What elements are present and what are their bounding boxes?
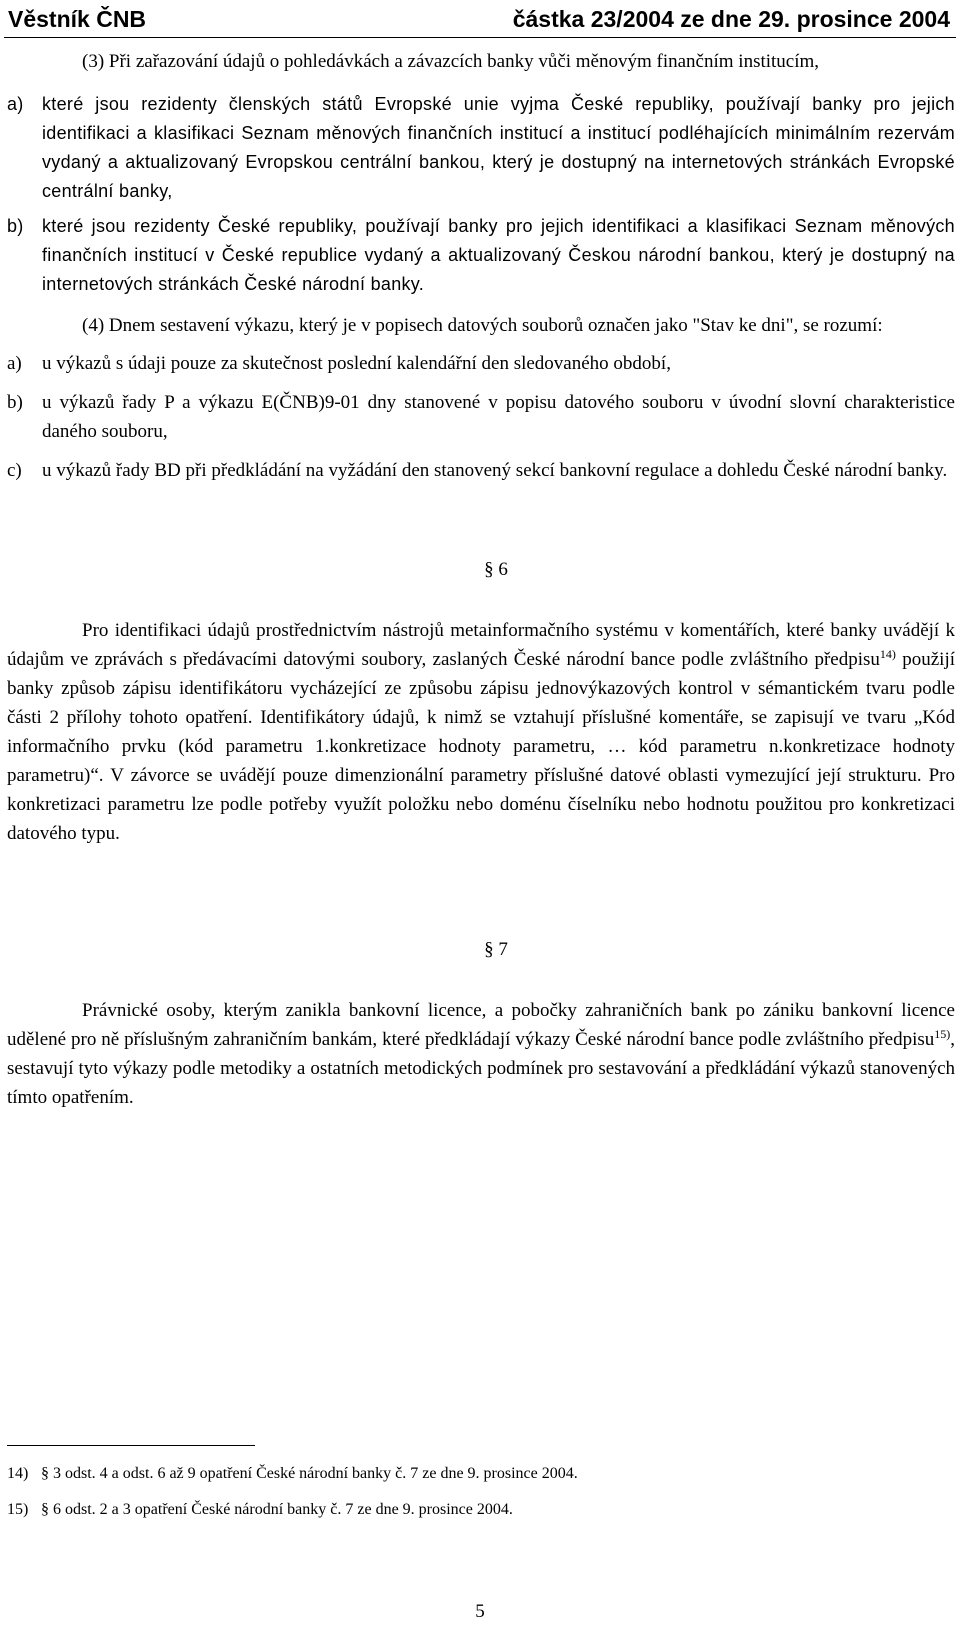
item-text: u výkazů řady P a výkazu E(ČNB)9-01 dny stanovené v popisu datového souboru v úvodní slovní charakteristice daného souboru, xyxy=(42,392,955,442)
header-divider xyxy=(4,37,956,38)
header-journal-title: Věstník ČNB xyxy=(8,5,147,32)
paragraph-4-item-b xyxy=(7,388,955,446)
header-issue-info: částka 23/2004 ze dne 29. prosince 2004 xyxy=(512,5,950,32)
footnotes xyxy=(7,1463,578,1535)
page-number: 5 xyxy=(475,1601,485,1622)
paragraph-4-intro: (4) Dnem sestavení výkazu, který je v popisech datových souborů označen jako "Stav ke dni", se rozumí: xyxy=(82,315,883,336)
footnote-number: 14) xyxy=(7,1465,29,1482)
paragraph-3-item-a xyxy=(7,90,955,206)
section-7-text-part2: , sestavují tyto výkazy podle metodiky a ostatních metodických podmínek pro sestavování a předkládání výkazů stanovených tímto opatřením. xyxy=(7,1029,955,1108)
paragraph-4-item-a xyxy=(7,349,955,378)
item-label: a) xyxy=(7,353,22,374)
item-text: u výkazů řady BD při předkládání na vyžádání den stanovený sekcí bankovní regulace a dohledu České národní banky. xyxy=(42,460,948,481)
item-label: b) xyxy=(7,216,24,236)
footnote-14 xyxy=(7,1463,578,1485)
item-label: c) xyxy=(7,460,22,481)
item-label: b) xyxy=(7,392,23,413)
footnote-15 xyxy=(7,1499,578,1521)
footnote-ref-14[interactable]: 14) xyxy=(879,647,896,661)
paragraph-3-item-b xyxy=(7,212,955,299)
section-6-text xyxy=(7,616,955,848)
footnote-text: § 3 odst. 4 a odst. 6 až 9 opatření České národní banky č. 7 ze dne 9. prosince 2004. xyxy=(41,1465,578,1482)
paragraph-3-intro: (3) Při zařazování údajů o pohledávkách a závazcích banky vůči měnovým finančním institucím, xyxy=(82,51,820,72)
page-header xyxy=(8,4,950,34)
section-7-text-part1: Právnické osoby, kterým zanikla bankovní licence, a pobočky zahraničních bank po zániku bankovní licence udělené pro ně příslušným zahraničním bankám, které předkládají výkazy České národní bance podle zvláštního předpisu xyxy=(7,1000,955,1050)
item-text: které jsou rezidenty České republiky, používají banky pro jejich identifikaci a klasifikaci Seznam měnových finančních institucí v České republice vydaný a aktualizovaný Českou národní bankou, který je dostupný na internetových stránkách České národní banky. xyxy=(42,216,955,294)
item-text: u výkazů s údaji pouze za skutečnost poslední kalendářní den sledovaného období, xyxy=(42,353,671,374)
item-text: které jsou rezidenty členských států Evropské unie vyjma České republiky, používají banky pro jejich identifikaci a klasifikaci Seznam měnových finančních institucí a institucí podléhajících minimálním rezervám vydaný a aktualizovaný Evropskou centrální bankou, který je dostupný na internetových stránkách Evropské centrální banky, xyxy=(42,94,955,201)
section-6-text-part2: použijí banky způsob zápisu identifikátoru vycházející ze způsobu zápisu jednovýkazových kontrol v sémantickém tvaru podle části 2 přílohy tohoto opatření. Identifikátory údajů, k nimž se vztahují příslušné komentáře, se zapisují ve tvaru „Kód informačního prvku (kód parametru 1.konkretizace hodnoty parametru, … kód parametru n.konkretizace hodnoty parametru)“. V závorce se uvádějí pouze dimenzionální parametry příslušné datové oblasti vymezující její strukturu. Pro konkretizaci parametru lze podle potřeby využít položku nebo doménu číselníku nebo hodnotu použitou pro konkretizaci datového typu. xyxy=(7,649,955,844)
section-6-text-part1: Pro identifikaci údajů prostřednictvím nástrojů metainformačního systému v komentářích, které banky uvádějí k údajům ve zprávách s předávacími datovými soubory, zaslaných České národní bance podle zvláštního předpisu xyxy=(7,620,955,670)
footnote-divider xyxy=(7,1445,255,1446)
main-content xyxy=(7,47,955,1112)
footnote-text: § 6 odst. 2 a 3 opatření České národní banky č. 7 ze dne 9. prosince 2004. xyxy=(41,1501,513,1518)
section-6-heading: § 6 xyxy=(484,559,508,580)
footnote-number: 15) xyxy=(7,1501,29,1518)
footnote-ref-15[interactable]: 15) xyxy=(934,1027,951,1041)
paragraph-4-item-c xyxy=(7,456,955,485)
item-label: a) xyxy=(7,94,24,114)
section-7-text xyxy=(7,996,955,1112)
section-7-heading: § 7 xyxy=(484,939,508,960)
